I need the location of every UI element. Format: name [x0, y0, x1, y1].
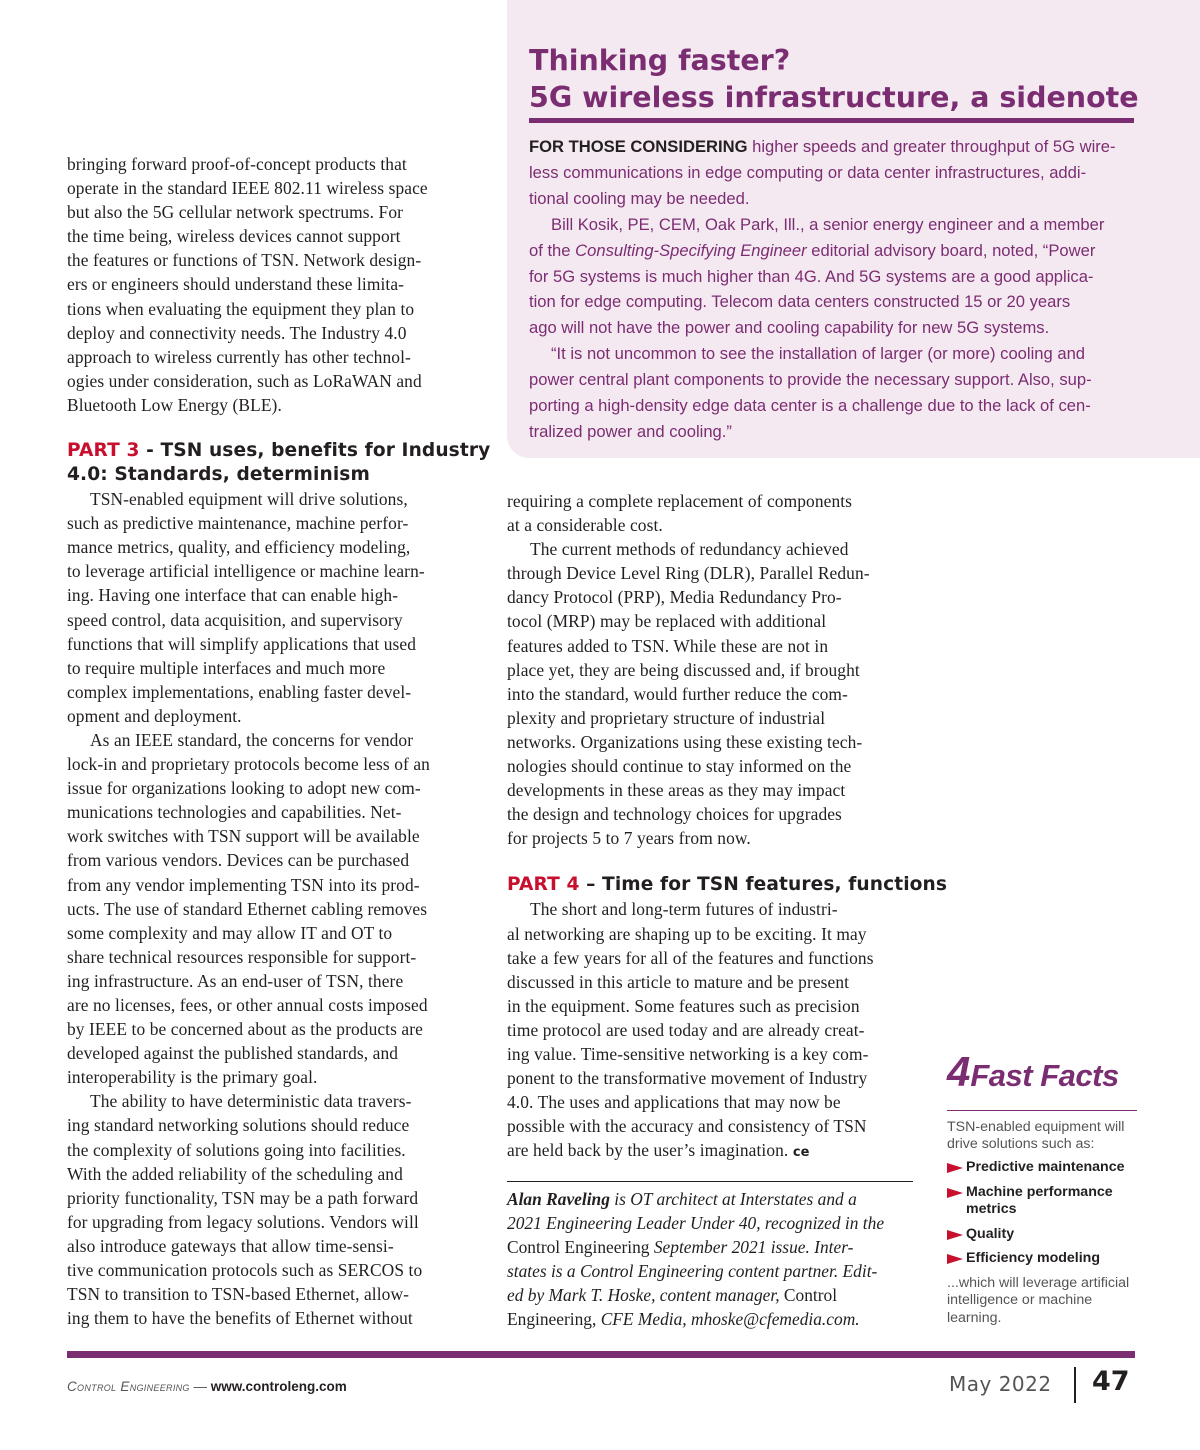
fast-fact-item — [947, 1226, 1147, 1244]
body-line: opment and deployment. — [67, 705, 242, 726]
body-line: some complexity and may allow IT and OT to — [67, 922, 393, 943]
body-text: are held back by the user’s imagination. — [507, 1140, 793, 1161]
sidebar-title-line: 5G wireless infrastructure, a sidenote — [529, 81, 1139, 114]
body-line: approach to wireless currently has other technol- — [67, 346, 411, 367]
body-line: possible with the accuracy and consistency of TSN — [507, 1116, 867, 1137]
body-line: ing them to have the benefits of Ethernet without — [67, 1308, 413, 1329]
body-line: share technical resources responsible for support- — [67, 946, 417, 967]
bio-line — [507, 1307, 884, 1331]
bio-text: is OT architect at Interstates and a — [609, 1189, 857, 1209]
body-line: functions that will simplify applications that used — [67, 633, 416, 654]
body-line: ucts. The use of standard Ethernet cabling removes — [67, 898, 428, 919]
body-line: developments in these areas as they may impact — [507, 780, 846, 801]
part3-heading-line2: 4.0: Standards, determinism — [67, 464, 370, 486]
arrow-icon — [947, 1230, 963, 1240]
body-line: also introduce gateways that allow time-sensi- — [67, 1235, 394, 1256]
body-line: at a considerable cost. — [507, 515, 663, 536]
body-line: time protocol are used today and are already creat- — [507, 1019, 865, 1040]
bio-line — [507, 1235, 884, 1259]
body-line: Bluetooth Low Energy (BLE). — [67, 394, 282, 415]
website-link[interactable]: www.controleng.com — [210, 1379, 347, 1394]
body-line: features added to TSN. While these are not in — [507, 635, 829, 656]
fast-fact-label: Machine performance metrics — [966, 1183, 1113, 1217]
fast-fact-item — [947, 1250, 1147, 1268]
bio-line — [507, 1187, 884, 1211]
sidebar-title-rule — [529, 118, 1134, 123]
footer-publication — [67, 1379, 347, 1394]
body-line: from any vendor implementing TSN into its prod- — [67, 874, 420, 895]
body-line: in the equipment. Some features such as precision — [507, 995, 860, 1016]
body-line: ers or engineers should understand these limita- — [67, 274, 405, 295]
body-line: bringing forward proof-of-concept products that — [67, 154, 407, 174]
body-line: priority functionality, TSN may be a path forward — [67, 1187, 419, 1208]
body-line: to leverage artificial intelligence or machine learn- — [67, 561, 425, 582]
body-line: mance metrics, quality, and efficiency modeling, — [67, 537, 411, 558]
heading-text: - TSN uses, benefits for Industry — [139, 440, 491, 462]
body-line: deploy and connectivity needs. The Industry 4.0 — [67, 322, 407, 343]
sidebar-line: tion for edge computing. Telecom data centers constructed 15 or 20 years — [529, 292, 1071, 312]
fast-facts-word: Fast Facts — [970, 1058, 1119, 1093]
publication-name: Control Engineering — [67, 1379, 190, 1394]
bio-rule — [507, 1181, 913, 1182]
fast-fact-item — [947, 1184, 1147, 1219]
body-line: requiring a complete replacement of components — [507, 491, 853, 511]
body-line: place yet, they are being discussed and, if brought — [507, 659, 860, 680]
body-line: ing value. Time-sensitive networking is a key com- — [507, 1043, 869, 1064]
sidebar-title-line: Thinking faster? — [529, 44, 791, 77]
bio-text: CFE Media, mhoske@cfemedia.com. — [596, 1309, 860, 1330]
fast-fact-item — [947, 1159, 1147, 1177]
bio-line — [507, 1259, 884, 1283]
body-line: the features or functions of TSN. Network design- — [67, 250, 422, 271]
sidebar-lead: FOR THOSE CONSIDERING — [529, 137, 748, 156]
body-line: through Device Level Ring (DLR), Parallel Redun- — [507, 563, 870, 584]
fast-facts-title — [947, 1050, 1147, 1104]
sidebar-text: of the — [529, 240, 576, 260]
body-line: The short and long-term futures of industri- — [530, 899, 838, 920]
column-left — [67, 152, 490, 1330]
part3-label: PART 3 — [67, 440, 140, 462]
body-line: discussed in this article to mature and be present — [507, 971, 850, 992]
sidebar-line: “It is not uncommon to see the installation of larger (or more) cooling and — [551, 344, 1086, 364]
sidebar-text: higher speeds and greater throughput of 5G wire- — [747, 137, 1116, 156]
body-line: for upgrading from legacy solutions. Vendors will — [67, 1211, 419, 1232]
column-middle — [507, 489, 947, 1165]
body-line: tocol (MRP) may be replaced with additional — [507, 611, 827, 632]
body-line: plexity and proprietary structure of industrial — [507, 707, 826, 728]
sidebar-line: tional cooling may be needed. — [529, 188, 750, 208]
heading-text: – Time for TSN features, functions — [579, 874, 948, 896]
body-line: developed against the published standards, and — [67, 1043, 399, 1064]
fast-facts-outro: ...which will leverage artificial intelligence or machine learning. — [947, 1274, 1130, 1326]
body-line: into the standard, would further reduce the com- — [507, 683, 848, 704]
arrow-icon — [947, 1188, 963, 1198]
body-line: are no licenses, fees, or other annual costs imposed — [67, 995, 428, 1015]
body-line: issue for organizations looking to adopt new com- — [67, 778, 421, 799]
bio-line — [507, 1211, 884, 1235]
body-line: With the added reliability of the scheduling and — [67, 1163, 403, 1184]
body-line: nologies should continue to stay informed on the — [507, 756, 852, 777]
body-line: ponent to the transformative movement of Industry — [507, 1068, 868, 1089]
bio-line — [507, 1283, 884, 1307]
body-line: to require multiple interfaces and much more — [67, 657, 386, 678]
sidebar-line: porting a high-density edge data center is a challenge due to the lack of cen- — [529, 396, 1091, 416]
fast-fact-label: Predictive maintenance — [966, 1159, 1125, 1175]
body-line: TSN to transition to TSN-based Ethernet, allow- — [67, 1284, 409, 1305]
body-line: ing standard networking solutions should reduce — [67, 1115, 410, 1136]
bio-text: Control — [779, 1285, 838, 1306]
part4-heading — [507, 873, 947, 897]
arrow-icon — [947, 1254, 963, 1264]
body-line: tive communication protocols such as SERCOS to — [67, 1260, 423, 1281]
body-line: by IEEE to be concerned about as the products are — [67, 1019, 423, 1040]
body-line: al networking are shaping up to be exciting. It may — [507, 923, 867, 944]
body-line: tions when evaluating the equipment they plan to — [67, 298, 415, 319]
body-line: but also the 5G cellular network spectrums. For — [67, 202, 404, 223]
sidebar-line: power central plant components to provide the necessary support. Also, sup- — [529, 370, 1092, 390]
sidebar-body — [529, 134, 1139, 445]
sidebar-line: for 5G systems is much higher than 4G. And 5G systems are a good applica- — [529, 266, 1094, 286]
bio-text: states is a Control Engineering content partner. Edit- — [507, 1261, 878, 1282]
sidebar-line: Bill Kosik, PE, CEM, Oak Park, Ill., a senior energy engineer and a member — [551, 214, 1105, 234]
body-line: take a few years for all of the features and functions — [507, 947, 874, 968]
body-line: lock-in and proprietary protocols become less of an — [67, 754, 430, 775]
bio-text: Control Engineering — [507, 1237, 650, 1258]
body-line — [507, 1138, 947, 1165]
body-line: work switches with TSN support will be available — [67, 826, 420, 847]
fast-facts-number: 4 — [947, 1048, 971, 1095]
body-line: speed control, data acquisition, and supervisory — [67, 609, 403, 630]
fast-fact-label: Efficiency modeling — [966, 1250, 1101, 1266]
publication-name: Consulting-Specifying Engineer — [575, 240, 807, 260]
body-line: TSN-enabled equipment will drive solutions, — [90, 489, 408, 510]
sidebar-line: tralized power and cooling.” — [529, 421, 732, 441]
fast-facts-box — [947, 1050, 1147, 1327]
bio-text: 2021 Engineering Leader Under 40, recognized in the — [507, 1213, 885, 1234]
footer-rule — [67, 1351, 1135, 1358]
body-line: The ability to have deterministic data travers- — [90, 1091, 412, 1112]
bio-text: Engineering, — [507, 1309, 597, 1330]
sidebar-line: less communications in edge computing or data center infrastructures, addi- — [529, 162, 1087, 182]
body-line: The current methods of redundancy achieved — [530, 539, 849, 560]
body-line: ing. Having one interface that can enable high- — [67, 585, 399, 606]
bio-text: ed by Mark T. Hoske, content manager, — [507, 1285, 780, 1306]
sidebar-line — [529, 238, 1139, 264]
fast-facts-rule — [947, 1110, 1137, 1111]
body-line: the design and technology choices for upgrades — [507, 804, 842, 825]
body-line: munications technologies and capabilities. Net- — [67, 802, 402, 823]
sidebar-line: ago will not have the power and cooling capability for new 5G systems. — [529, 318, 1050, 338]
body-line: operate in the standard IEEE 802.11 wireless space — [67, 178, 428, 199]
body-line: such as predictive maintenance, machine perfor- — [67, 513, 409, 534]
body-line: dancy Protocol (PRP), Media Redundancy Pro- — [507, 587, 842, 608]
body-line: ogies under consideration, such as LoRaWAN and — [67, 370, 422, 391]
body-line: the complexity of solutions going into facilities. — [67, 1139, 406, 1160]
page-number: 47 — [1092, 1366, 1130, 1397]
author-bio — [507, 1187, 884, 1332]
body-line: ing infrastructure. As an end-user of TSN, there — [67, 970, 404, 991]
arrow-icon — [947, 1163, 963, 1173]
bio-text: September 2021 issue. Inter- — [649, 1237, 854, 1258]
author-name: Alan Raveling — [507, 1189, 610, 1209]
body-line: interoperability is the primary goal. — [67, 1067, 318, 1088]
sidebar-line — [529, 134, 1139, 160]
sidebar-title — [529, 42, 1149, 116]
fast-fact-label: Quality — [966, 1225, 1015, 1242]
part3-heading — [67, 439, 490, 463]
body-line: complex implementations, enabling faster devel- — [67, 681, 412, 702]
end-mark: ce — [792, 1145, 810, 1161]
body-line: for projects 5 to 7 years from now. — [507, 828, 751, 849]
issue-date: May 2022 — [949, 1372, 1052, 1396]
body-line: 4.0. The uses and applications that may now be — [507, 1092, 841, 1113]
body-line: the time being, wireless devices cannot support — [67, 226, 401, 247]
fast-facts-intro: TSN-enabled equipment will drive solutions such as: — [947, 1119, 1125, 1152]
part4-label: PART 4 — [507, 874, 580, 896]
sidebar-text: editorial advisory board, noted, “Power — [806, 240, 1096, 260]
footer-dash: — — [189, 1379, 211, 1394]
fast-facts-list — [947, 1159, 1147, 1268]
footer-separator — [1074, 1367, 1076, 1403]
body-line: As an IEEE standard, the concerns for vendor — [90, 729, 414, 750]
body-line: from various vendors. Devices can be purchased — [67, 850, 410, 871]
body-line: networks. Organizations using these existing tech- — [507, 731, 863, 752]
